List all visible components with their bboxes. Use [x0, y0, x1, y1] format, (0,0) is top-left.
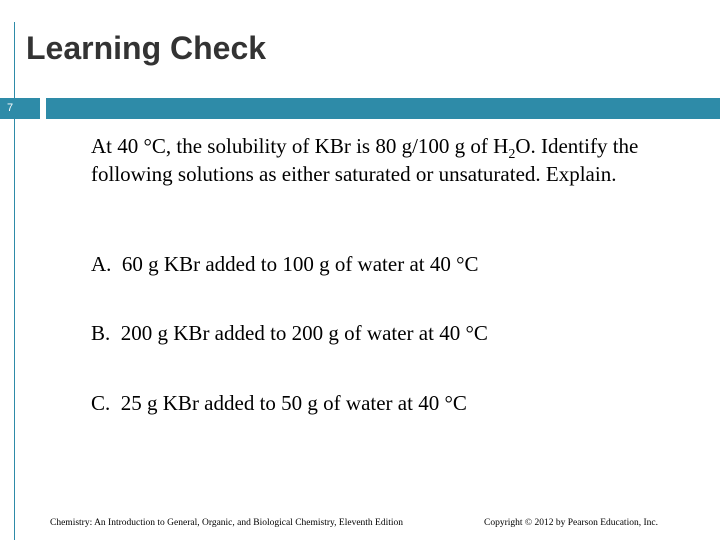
option-c-label: C. [91, 391, 111, 415]
question-text-part-1: At 40 °C, the solubility of KBr is 80 g/100 g of H [91, 134, 509, 158]
header-accent-bar [46, 98, 720, 119]
question-text-part-2: O. Identify the following solutions as either saturated or unsaturated. Explain. [91, 134, 639, 186]
option-a-label: A. [91, 252, 112, 276]
option-a-text: 60 g KBr added to 100 g of water at 40 °C [121, 252, 479, 276]
option-b-label: B. [91, 321, 111, 345]
slide-title: Learning Check [26, 30, 267, 66]
question-text [91, 132, 651, 188]
option-b-text: 200 g KBr added to 200 g of water at 40 °C [120, 321, 488, 345]
footer-copyright: Copyright © 2012 by Pearson Education, Inc. [484, 518, 658, 528]
option-b [91, 321, 488, 346]
option-a [91, 252, 479, 277]
footer-book-title: Chemistry: An Introduction to General, Organic, and Biological Chemistry, Eleventh Edition [50, 518, 404, 528]
option-c [91, 391, 467, 416]
option-c-text: 25 g KBr added to 50 g of water at 40 °C [120, 391, 467, 415]
slide-number: 7 [0, 98, 40, 119]
subscript-2: 2 [508, 147, 516, 163]
